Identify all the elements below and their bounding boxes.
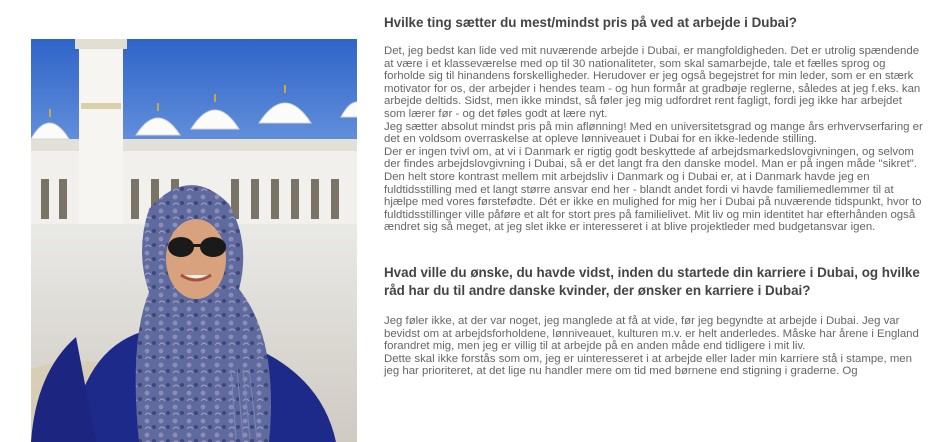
question-section-1 xyxy=(384,14,924,234)
question-heading-2: Hvad ville du ønske, du havde vidst, inden du startede din karriere i Dubai, og hvilke råd har du til andre danske kvinder, der ønsker en karriere i Dubai? xyxy=(384,264,920,298)
answer-paragraph: Der er ingen tvivl om, at vi i Danmark er rigtig godt beskyttede af arbejdsmarkedslovgivningen, og selvom der findes arbejdslovgivning i Dubai, så er det langt fra den danske model. Man er på ingen måde "sikret". xyxy=(384,145,917,171)
article-photo xyxy=(31,39,357,442)
answer-paragraph: Jeg føler ikke, at der var noget, jeg manglede at få at vide, før jeg begyndte at arbejde i Dubai. Jeg var bevidst om at arbejdsforholdene, lønniveauet, kulturen m.v. er helt anderledes. Måske har årene i England forandret mig, men jeg er villig til at arbejde på en anden måde end tidligere i mit liv. xyxy=(384,314,919,353)
answer-paragraph: Jeg sætter absolut mindst pris på min aflønning! Med en universitetsgrad og mange års erhvervserfaring er det en voldsom overraskelse at opleve lønniveauet i Dubai for en ikke-ledende stilling. xyxy=(384,120,923,146)
answer-paragraph: Den helt store kontrast mellem mit arbejdsliv i Danmark og i Dubai er, at i Danmark havde jeg en fuldtidsstilling med et langt større ansvar end her - blandt andet fordi vi havde familiemedlemmer til at hjælpe med vores førstefødte. Dét er ikke en mulighed for mig her i Dubai på nuværende tidspunkt, hvor to fuldtidsstillinger ville påføre et alt for stort pres på familielivet. Mit liv og min identitet har efterhånden også ændret sig så meget, at jeg slet ikke er interesseret i at blive projektleder med budgetansvar igen. xyxy=(384,170,922,234)
question-section-2 xyxy=(384,264,924,378)
question-heading-1: Hvilke ting sætter du mest/mindst pris på ved at arbejde i Dubai? xyxy=(384,15,797,30)
answer-paragraph: Dette skal ikke forstås som om, jeg er uinteresseret i at arbejde eller lader min karriere stå i stampe, men jeg har prioriteret, at det lige nu handler mere om tid med børnene end stigning i graderne. Og xyxy=(384,352,912,378)
mosque-portrait-photo-icon xyxy=(31,39,357,442)
article-content xyxy=(384,14,924,378)
answer-paragraph: Det, jeg bedst kan lide ved mit nuværende arbejde i Dubai, er mangfoldigheden. Det er utrolig spændende at være i et klasseværelse med op til 30 nationaliteter, som skal samarbejde, tale et fælles sprog og forholde sig til hinandens forskelligheder. Herudover er jeg også begejstret for min leder, som er en stærk motivator for os, der arbejder i hendes team - og hun formår at gradbøje reglerne, således at jeg f.eks. kan arbejde deltids. Sidst, men ikke mindst, så føler jeg mig udfordret rent fagligt, fordi jeg ikke har arbejdet som lærer før - og det føles godt at lære nyt. xyxy=(384,45,921,120)
